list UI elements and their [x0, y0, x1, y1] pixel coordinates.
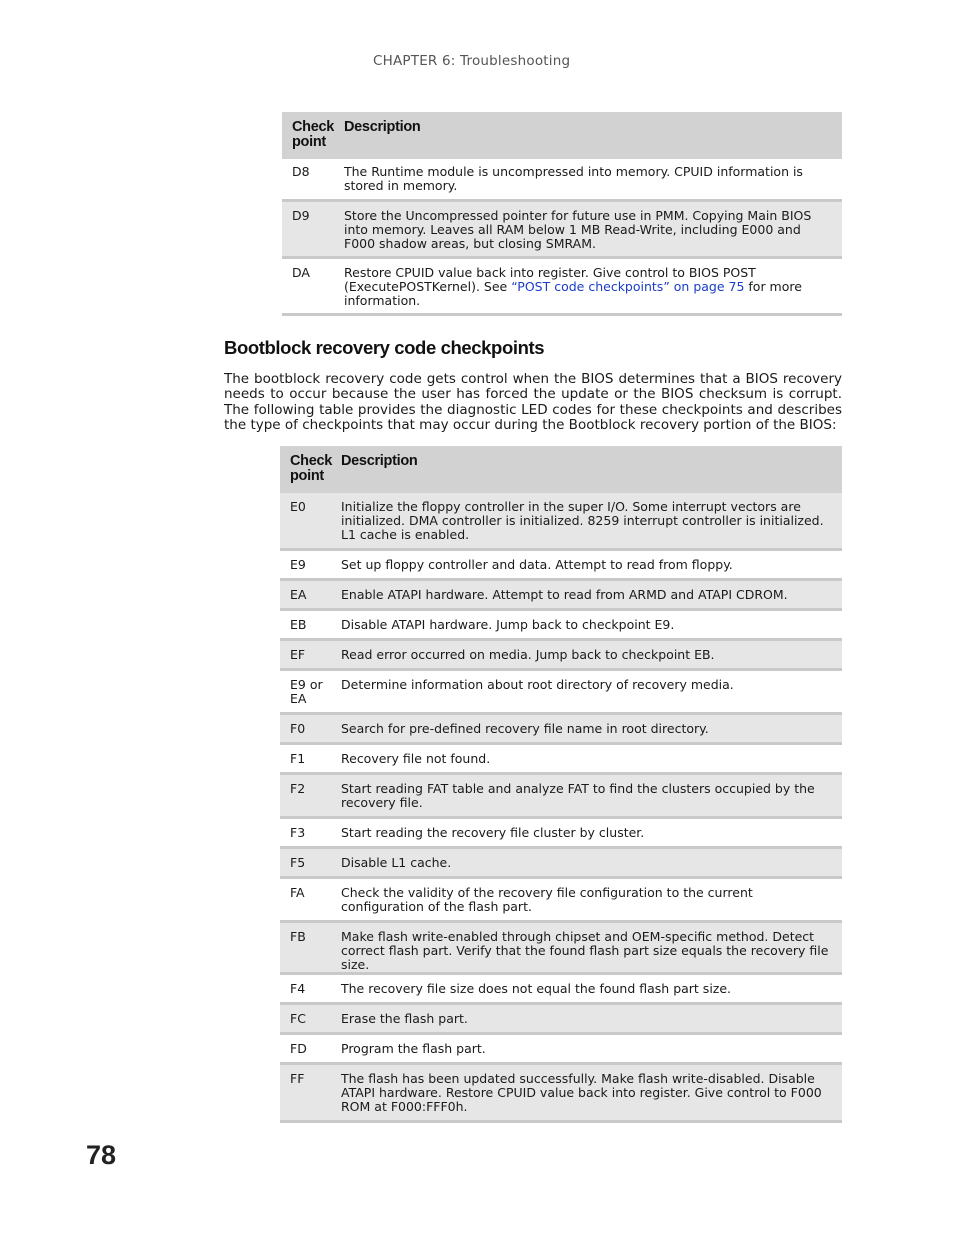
table-row [280, 580, 842, 610]
intro-paragraph: The bootblock recovery code gets control when the BIOS determines that a BIOS recovery needs to occur because the user has forced the update or the BIOS checksum is corrupt. The following table provides the diagnostic LED codes for these checkpoints and describes the type of checkpoints that may occur during the Bootblock recovery portion of the BIOS: [224, 371, 842, 434]
table-row [280, 1064, 842, 1122]
table-row [280, 774, 842, 818]
checkpoint-code: F2 [280, 774, 341, 818]
checkpoint-code: DA [282, 258, 344, 315]
checkpoint-code: EF [280, 640, 341, 670]
table-header-row [280, 446, 842, 493]
running-head: CHAPTER 6: Troubleshooting [373, 53, 571, 69]
table-row [282, 201, 842, 258]
checkpoint-description: Program the flash part. [341, 1034, 842, 1064]
checkpoint-code: EA [280, 580, 341, 610]
checkpoint-description: Start reading the recovery file cluster by cluster. [341, 818, 842, 848]
table-row [280, 744, 842, 774]
table-row [280, 878, 842, 922]
checkpoint-description: Make flash write-enabled through chipset and OEM-specific method. Detect correct flash part. Verify that the found flash part size equals the recovery file size. [341, 922, 842, 974]
checkpoint-table-2 [280, 446, 842, 1123]
table-row [280, 640, 842, 670]
checkpoint-description: Disable L1 cache. [341, 848, 842, 878]
table-row [280, 848, 842, 878]
table-row [280, 714, 842, 744]
table-header-row [282, 112, 842, 159]
column-header-check-point: Check point [282, 112, 344, 159]
description-text: for more information. [344, 279, 802, 308]
checkpoint-description: Enable ATAPI hardware. Attempt to read from ARMD and ATAPI CDROM. [341, 580, 842, 610]
checkpoint-description [344, 258, 842, 315]
checkpoint-description: Start reading FAT table and analyze FAT to find the clusters occupied by the recovery file. [341, 774, 842, 818]
column-header-check-point: Check point [280, 446, 341, 493]
page-number: 78 [86, 1140, 117, 1170]
checkpoint-code: F0 [280, 714, 341, 744]
table-row [280, 550, 842, 580]
checkpoint-code: EB [280, 610, 341, 640]
checkpoint-description: Set up floppy controller and data. Attempt to read from floppy. [341, 550, 842, 580]
checkpoint-code: F4 [280, 974, 341, 1004]
checkpoint-code: F3 [280, 818, 341, 848]
checkpoint-code: FA [280, 878, 341, 922]
checkpoint-code: E9 or EA [280, 670, 341, 714]
checkpoint-description: Disable ATAPI hardware. Jump back to checkpoint E9. [341, 610, 842, 640]
checkpoint-code: FB [280, 922, 341, 974]
checkpoint-description: Search for pre-defined recovery file name in root directory. [341, 714, 842, 744]
table-row [282, 258, 842, 315]
table-row [280, 974, 842, 1004]
checkpoint-code: E0 [280, 493, 341, 550]
table-row [280, 670, 842, 714]
checkpoint-description: Recovery file not found. [341, 744, 842, 774]
column-header-description: Description [344, 112, 842, 159]
table-row [280, 1004, 842, 1034]
checkpoint-code: F5 [280, 848, 341, 878]
table-row [280, 818, 842, 848]
checkpoint-description: Initialize the floppy controller in the super I/O. Some interrupt vectors are initialized. DMA controller is initialized. 8259 interrupt controller is initialized. L1 cache is enabled. [341, 493, 842, 550]
checkpoint-code: FD [280, 1034, 341, 1064]
column-header-description: Description [341, 446, 842, 493]
checkpoint-code: D8 [282, 159, 344, 201]
checkpoint-description: The recovery file size does not equal the found flash part size. [341, 974, 842, 1004]
checkpoint-description: The Runtime module is uncompressed into memory. CPUID information is stored in memory. [344, 159, 842, 201]
checkpoint-code: D9 [282, 201, 344, 258]
description-text: Restore CPUID value back into register. Give control to BIOS POST (ExecutePOSTKernel). See [344, 265, 756, 294]
table-row [282, 159, 842, 201]
checkpoint-code: E9 [280, 550, 341, 580]
section-title: Bootblock recovery code checkpoints [224, 337, 545, 358]
checkpoint-description: Determine information about root directory of recovery media. [341, 670, 842, 714]
checkpoint-description: Check the validity of the recovery file configuration to the current configuration of the flash part. [341, 878, 842, 922]
checkpoint-table-1 [282, 112, 842, 316]
checkpoint-code: F1 [280, 744, 341, 774]
table-row [280, 493, 842, 550]
table-row [280, 1034, 842, 1064]
table-row [280, 922, 842, 974]
checkpoint-description: Store the Uncompressed pointer for future use in PMM. Copying Main BIOS into memory. Leaves all RAM below 1 MB Read-Write, including E000 and F000 shadow areas, but closing SMRAM. [344, 201, 842, 258]
checkpoint-code: FF [280, 1064, 341, 1122]
checkpoint-code: FC [280, 1004, 341, 1034]
post-code-checkpoints-link[interactable]: “POST code checkpoints” on page 75 [511, 279, 745, 294]
table-row [280, 610, 842, 640]
checkpoint-description: Read error occurred on media. Jump back to checkpoint EB. [341, 640, 842, 670]
checkpoint-description: The flash has been updated successfully. Make flash write-disabled. Disable ATAPI hardware. Restore CPUID value back into register. Give control to F000 ROM at F000:FFF0h. [341, 1064, 842, 1122]
checkpoint-description: Erase the flash part. [341, 1004, 842, 1034]
